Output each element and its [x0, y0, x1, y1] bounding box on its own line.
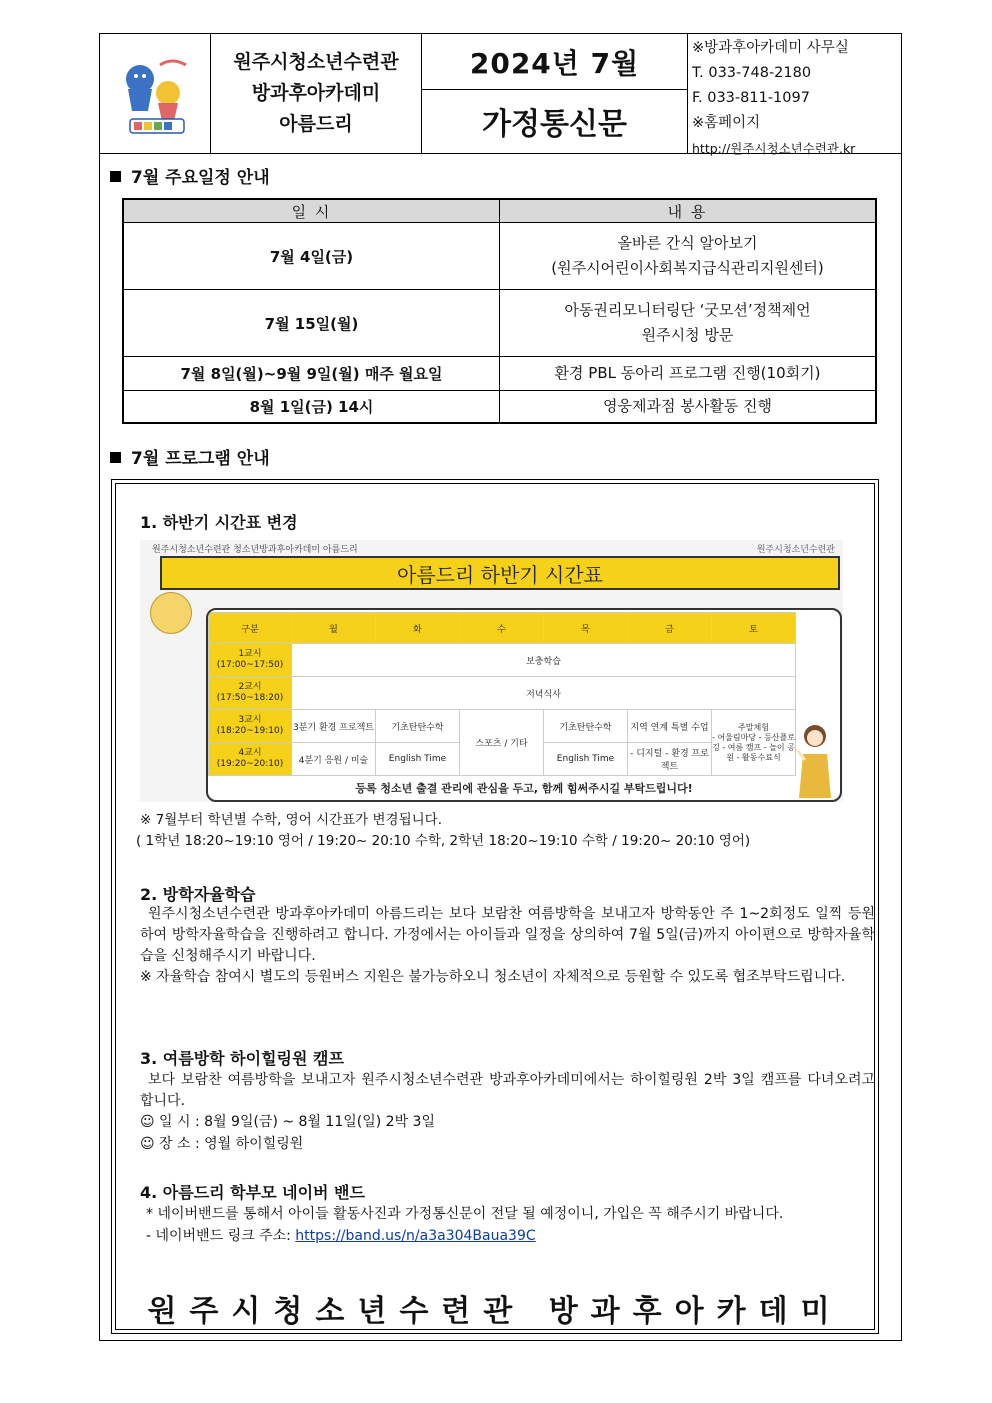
square-bullet-icon	[110, 171, 121, 182]
program-heading-text: 7월 프로그램 안내	[131, 449, 270, 469]
timetable-note-1: ※ 7월부터 학년별 수학, 영어 시간표가 변경됩니다.	[140, 812, 443, 828]
schedule-table	[122, 198, 877, 424]
schedule-date: 7월 8일(월)~9월 9일(월) 매주 월요일	[123, 357, 500, 391]
program-box-inner	[115, 483, 875, 1330]
table-row	[123, 223, 876, 290]
program-heading	[110, 444, 270, 469]
logo-cell	[100, 34, 211, 153]
period-content: 기초탄탄수학	[544, 710, 628, 743]
day-header: 화	[376, 613, 460, 644]
year-month: 2024년 7월	[422, 34, 687, 90]
program-box	[111, 479, 879, 1334]
schedule-heading	[110, 163, 270, 188]
schedule-date: 7월 4일(금)	[123, 223, 500, 290]
period-label: 4교시 (19:20~20:10)	[209, 743, 292, 776]
org-line-3: 아름드리	[279, 113, 353, 135]
contact-info	[688, 34, 901, 156]
homepage-url[interactable]: http://원주시청소년수련관.kr	[692, 141, 856, 156]
moon-icon	[150, 592, 192, 634]
period-label: 2교시 (17:50~18:20)	[209, 677, 292, 710]
schedule-date: 8월 1일(금) 14시	[123, 391, 500, 423]
table-row	[123, 391, 876, 423]
org-line-2: 방과후아카데미	[251, 82, 381, 104]
timetable-image	[140, 540, 843, 802]
fax: F. 033-811-1097	[692, 90, 810, 106]
office-label: ※방과후아카데미 사무실	[692, 40, 849, 56]
schedule-content	[500, 223, 877, 290]
section-3-body: 보다 보람찬 여름방학을 보내고자 원주시청소년수련관 방과후아카데미에서는 하이힐링원 2박 3일 캠프를 다녀오려고 합니다.	[140, 1072, 875, 1109]
section-4-line-1: * 네이버밴드를 통해서 아이들 활동사진과 가정통신문이 전달 될 예정이니, 가입은 꼭 해주시기 바랍니다.	[146, 1206, 784, 1222]
document-title: 가정통신문	[482, 107, 627, 142]
timetable-banner: 아름드리 하반기 시간표	[160, 556, 840, 590]
homepage-label: ※홈페이지	[692, 115, 761, 131]
section-2-title: 2. 방학자율학습	[140, 885, 256, 904]
day-header: 금	[628, 613, 712, 644]
content-line: (원주시어린이사회복지급식관리지원센터)	[551, 259, 824, 277]
schedule-date: 7월 15일(월)	[123, 290, 500, 357]
schedule-heading-text: 7월 주요일정 안내	[131, 168, 270, 188]
period-content: 보충학습	[292, 644, 796, 677]
content-line: 아동권리모니터링단 ‘굿모션’정책제언	[564, 301, 811, 319]
day-header: 수	[460, 613, 544, 644]
section-4-line-2	[146, 1226, 881, 1247]
content-line: 원주시청 방문	[641, 326, 734, 344]
section-3-place: ☺ 장 소 : 영월 하이힐링원	[140, 1136, 304, 1152]
footer-organization: 원주시청소년수련관 방과후아카데미	[147, 1294, 843, 1329]
timetable-table	[208, 612, 796, 776]
timetable-note-2: ( 1학년 18:20~19:10 영어 / 19:20~ 20:10 수학, 2학년 18:20~19:10 수학 / 19:20~ 20:10 영어)	[136, 833, 751, 849]
period-content: - 디지털 - 환경 프로젝트	[628, 743, 712, 776]
schedule-content: 영웅제과점 봉사활동 진행	[500, 391, 877, 423]
timetable-top-label: 원주시청소년수련관 청소년방과후아카데미 아름드리	[152, 545, 358, 555]
section-2-body: 원주시청소년수련관 방과후아카데미 아름드리는 보다 보람찬 여름방학을 보내고자 방학동안 주 1~2회정도 일찍 등원하여 방학자율학습을 진행하려고 합니다. 가정에서는 아이들과 일정을 상의하여 7월 5일(금)까지 아이편으로 방학자율학습을 신청해주시기 바랍니다.	[140, 906, 875, 964]
timetable-logo: 원주시청소년수련관	[756, 545, 835, 555]
col-content-header: 내 용	[500, 199, 877, 223]
period-content: 저녁식사	[292, 677, 796, 710]
period-content	[712, 710, 796, 776]
org-line-1: 원주시청소년수련관	[233, 51, 399, 73]
girl-illustration-icon	[793, 720, 837, 798]
title-cell	[422, 34, 688, 153]
col-date-header: 일 시	[123, 199, 500, 223]
section-1-title: 1. 하반기 시간표 변경	[140, 513, 298, 532]
band-link[interactable]: https://band.us/n/a3a304Baua39C	[295, 1228, 536, 1244]
period-content: 스포츠 / 기타	[460, 710, 544, 776]
table-row	[123, 357, 876, 391]
arumdeuri-logo	[110, 49, 200, 139]
section-2-note: ※ 자율학습 참여시 별도의 등원버스 지원은 불가능하오니 청소년이 자체적으로 등원할 수 있도록 협조부탁드립니다.	[140, 969, 846, 985]
section-4-title: 4. 아름드리 학부모 네이버 밴드	[140, 1183, 365, 1202]
newsletter-page	[99, 33, 902, 1341]
band-link-label: - 네이버밴드 링크 주소:	[146, 1228, 296, 1244]
period-content: 4분기 응원 / 미술	[292, 743, 376, 776]
organization-name	[211, 34, 422, 153]
period-label: 1교시 (17:00~17:50)	[209, 644, 292, 677]
period-content: English Time	[544, 743, 628, 776]
header	[100, 34, 901, 154]
section-3-title: 3. 여름방학 하이힐링원 캠프	[140, 1049, 344, 1068]
timetable-grid	[206, 608, 842, 802]
weekend-items: - 어울림마당 - 등산플로깅 - 여름 캠프 - 놀이 공원 - 활동수료식	[712, 732, 795, 762]
content-line: 올바른 간식 알아보기	[617, 234, 758, 252]
square-bullet-icon	[110, 452, 121, 463]
table-row	[123, 290, 876, 357]
day-header: 월	[292, 613, 376, 644]
timetable-col-head: 구분	[209, 613, 292, 644]
period-content: 기초탄탄수학	[376, 710, 460, 743]
schedule-content	[500, 290, 877, 357]
timetable-footer: 등록 청소년 출결 관리에 관심을 두고, 함께 힘써주시길 부탁드립니다!	[355, 782, 693, 795]
telephone: T. 033-748-2180	[692, 65, 812, 81]
period-content: 3분기 환경 프로젝트	[292, 710, 376, 743]
period-content: 지역 연계 특별 수업	[628, 710, 712, 743]
weekend-title: 주말체험	[738, 722, 769, 732]
period-content: English Time	[376, 743, 460, 776]
period-label: 3교시 (18:20~19:10)	[209, 710, 292, 743]
day-header: 토	[712, 613, 796, 644]
schedule-content: 환경 PBL 동아리 프로그램 진행(10회기)	[500, 357, 877, 391]
section-3-date: ☺ 일 시 : 8월 9일(금) ~ 8월 11일(일) 2박 3일	[140, 1114, 435, 1130]
day-header: 목	[544, 613, 628, 644]
